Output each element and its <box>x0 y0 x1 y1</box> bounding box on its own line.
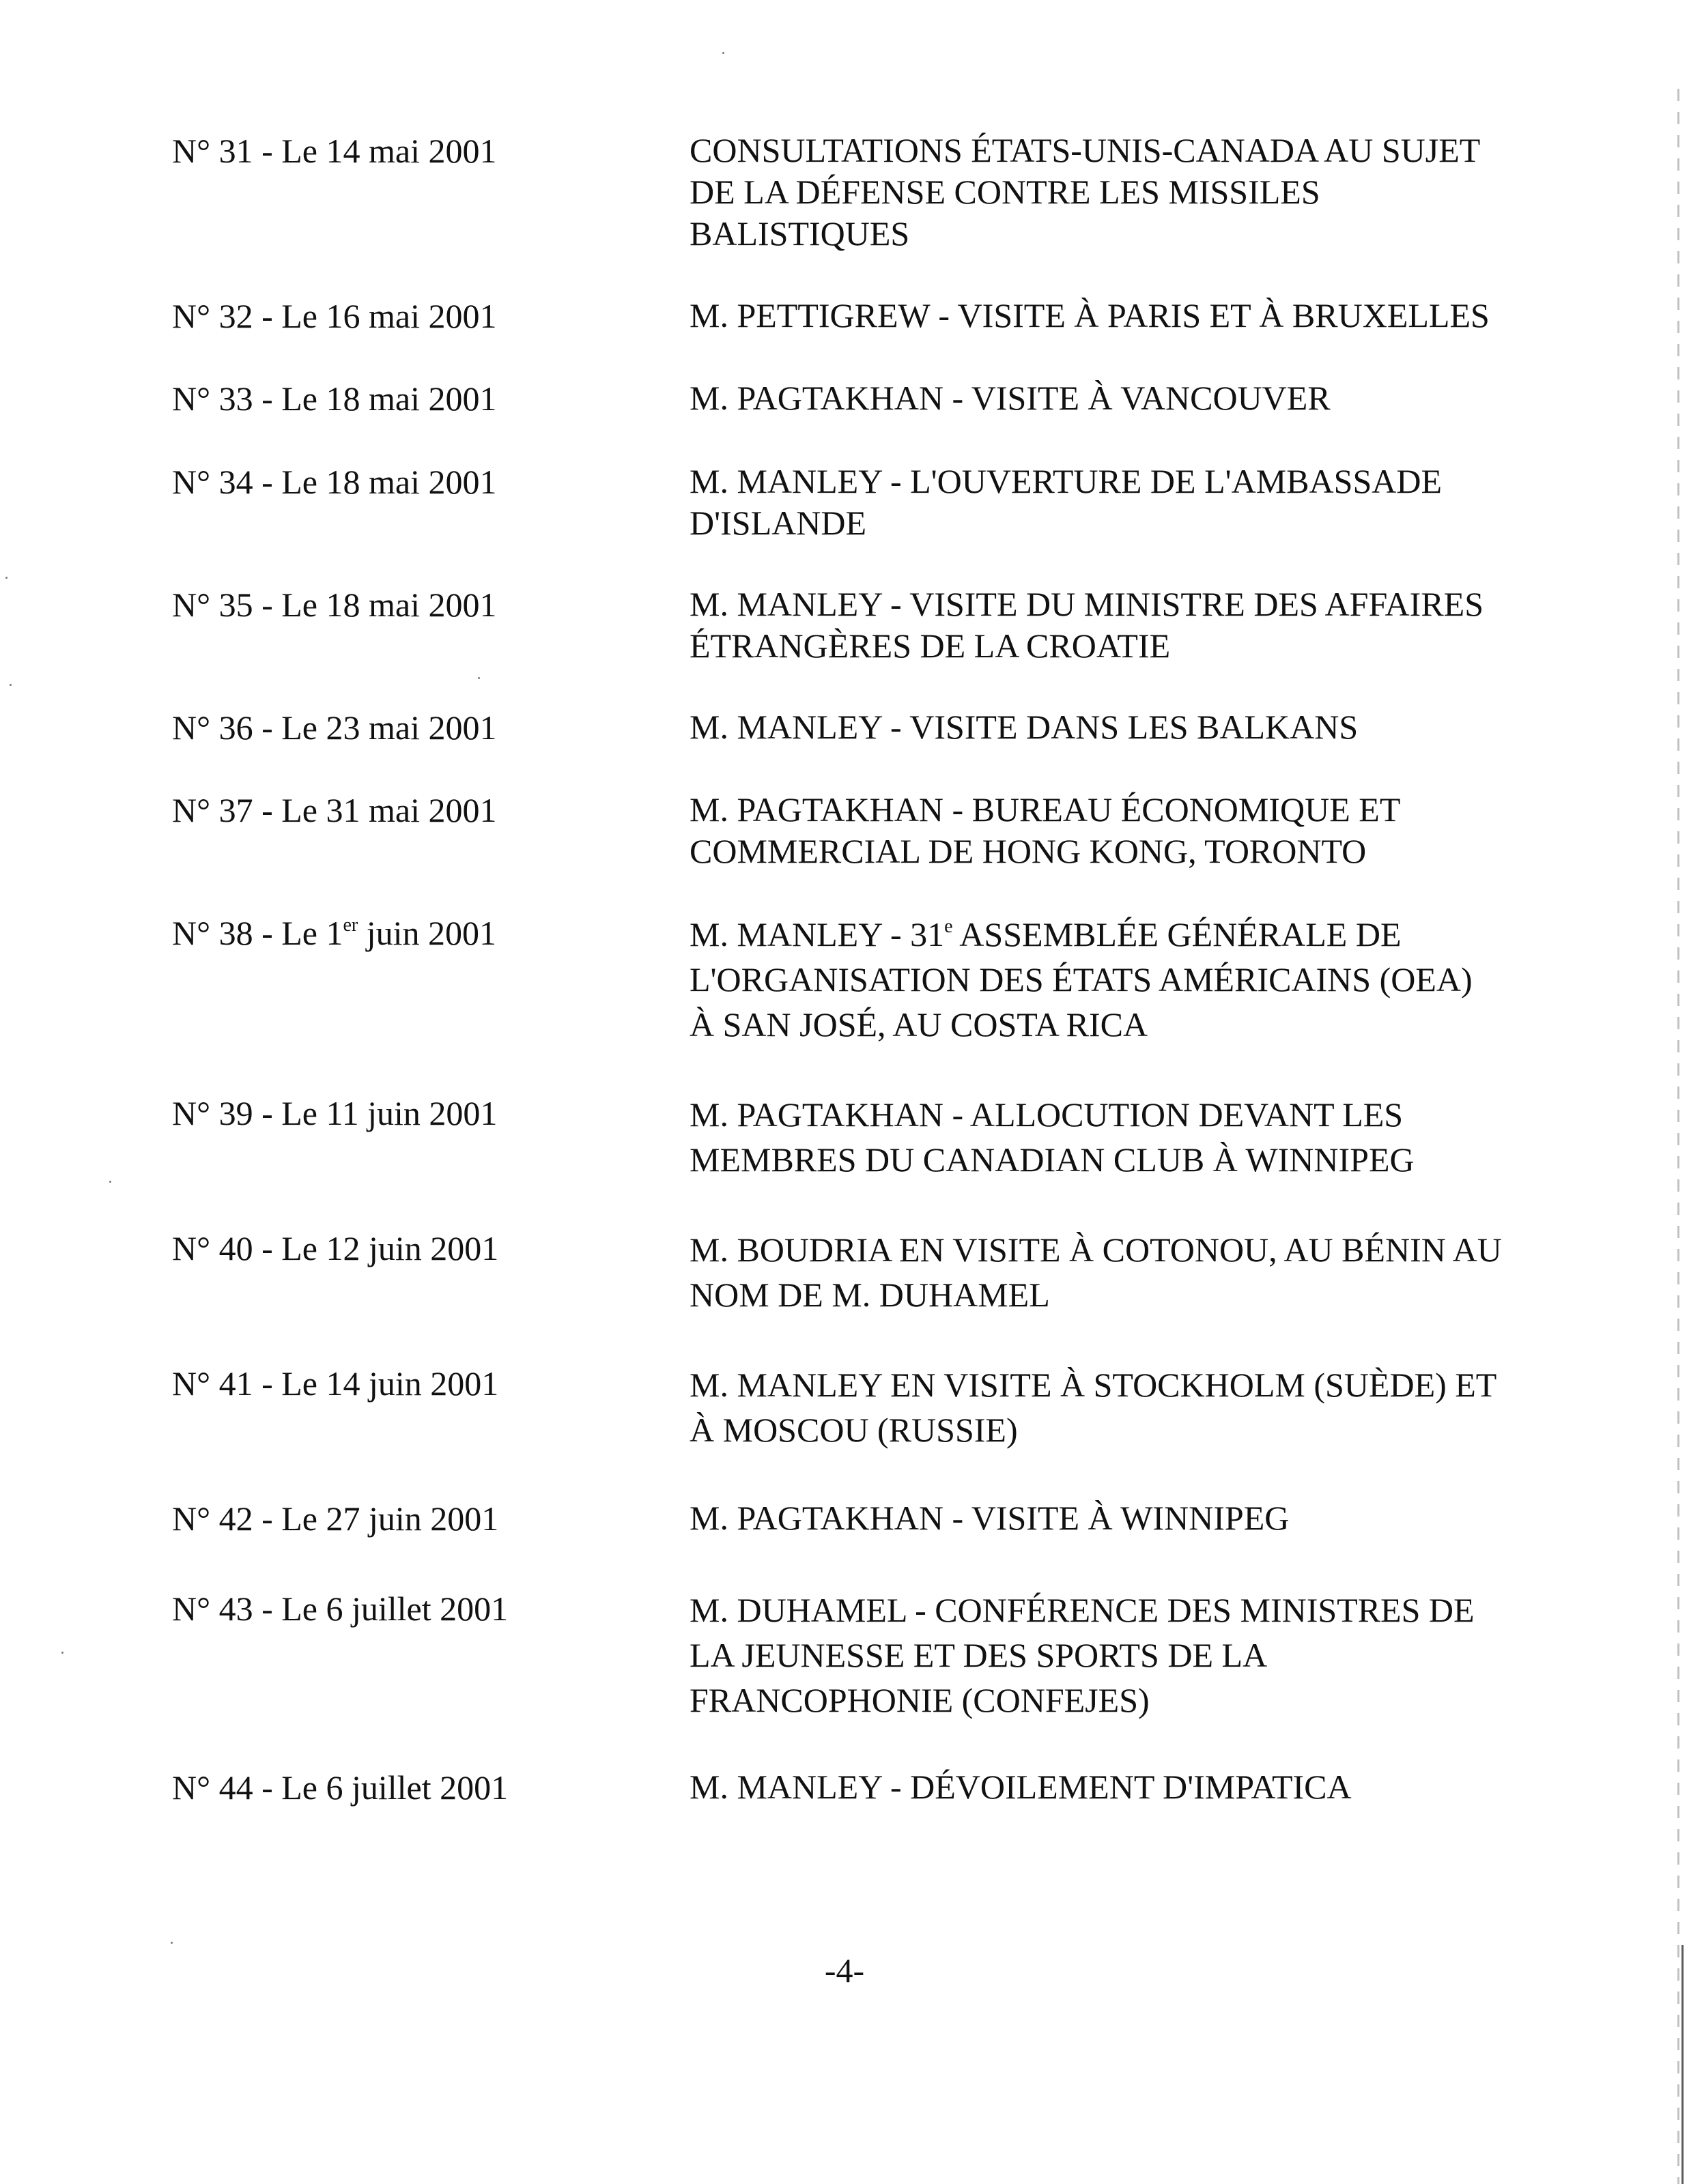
entry-title-line: FRANCOPHONIE (CONFEJES) <box>690 1681 1150 1719</box>
entry-number: N° 33 - Le 18 mai 2001 <box>172 379 497 418</box>
entry-title-line: M. BOUDRIA EN VISITE À COTONOU, AU BÉNIN AU <box>690 1231 1502 1269</box>
entry-title-line: NOM DE M. DUHAMEL <box>690 1276 1050 1314</box>
entry-number: N° 39 - Le 11 juin 2001 <box>172 1094 498 1132</box>
entry-title-line: MEMBRES DU CANADIAN CLUB À WINNIPEG <box>690 1140 1415 1179</box>
entry-number <box>172 912 691 954</box>
entry-title-line: BALISTIQUES <box>690 214 910 253</box>
entry-title-line: ÉTRANGÈRES DE LA CROATIE <box>690 627 1171 665</box>
scan-edge-dark <box>1681 1945 1684 2184</box>
entry-title-line: M. PAGTAKHAN - VISITE À VANCOUVER <box>690 379 1331 417</box>
entry-title <box>690 1227 1529 1317</box>
entry-title-line: M. MANLEY - VISITE DU MINISTRE DES AFFAIRES <box>690 585 1484 623</box>
entry-title-line: M. MANLEY - VISITE DANS LES BALKANS <box>690 708 1359 746</box>
entry-title-suffix: ASSEMBLÉE GÉNÉRALE DE <box>952 915 1402 953</box>
entry-title <box>690 1092 1529 1182</box>
entry-title-line: M. MANLEY - DÉVOILEMENT D'IMPATICA <box>690 1768 1352 1806</box>
entry-number: N° 35 - Le 18 mai 2001 <box>172 586 497 624</box>
entry-title-line: M. PETTIGREW - VISITE À PARIS ET À BRUXELLES <box>690 296 1490 334</box>
ordinal-superscript: e <box>944 916 953 937</box>
entry-title <box>690 461 1529 544</box>
entry-title-line: M. MANLEY EN VISITE À STOCKHOLM (SUÈDE) ET <box>690 1366 1497 1404</box>
entry-number: N° 40 - Le 12 juin 2001 <box>172 1229 499 1267</box>
entry-title-line: L'ORGANISATION DES ÉTATS AMÉRICAINS (OEA) <box>690 960 1473 998</box>
scan-edge-line <box>1677 89 1679 2184</box>
entry-number: N° 31 - Le 14 mai 2001 <box>172 132 497 170</box>
entry-title-line: M. MANLEY - L'OUVERTURE DE L'AMBASSADE <box>690 462 1443 500</box>
entry-title <box>690 377 1529 419</box>
scan-speck <box>61 1652 63 1654</box>
entry-number: N° 44 - Le 6 juillet 2001 <box>172 1768 509 1807</box>
scan-speck <box>5 577 8 579</box>
entry-title <box>690 130 1529 255</box>
entry-title-line: M. PAGTAKHAN - ALLOCUTION DEVANT LES <box>690 1095 1404 1134</box>
entry-number: N° 43 - Le 6 juillet 2001 <box>172 1590 509 1628</box>
entry-title <box>690 706 1529 748</box>
entry-number-prefix: N° 38 - Le 1 <box>172 914 343 952</box>
entry-title-line: LA JEUNESSE ET DES SPORTS DE LA <box>690 1636 1268 1674</box>
scan-speck <box>171 1942 173 1944</box>
entry-title <box>690 584 1529 667</box>
scan-speck <box>478 677 480 679</box>
entry-number: N° 34 - Le 18 mai 2001 <box>172 463 497 501</box>
entry-title <box>690 295 1529 336</box>
entry-title-line: À MOSCOU (RUSSIE) <box>690 1411 1018 1449</box>
entry-title-line: COMMERCIAL DE HONG KONG, TORONTO <box>690 832 1367 870</box>
entry-title-line: M. PAGTAKHAN - VISITE À WINNIPEG <box>690 1499 1290 1537</box>
entry-number-suffix: juin 2001 <box>358 914 497 952</box>
entry-title-line: CONSULTATIONS ÉTATS-UNIS-CANADA AU SUJET <box>690 131 1481 169</box>
ordinal-superscript: er <box>343 915 358 936</box>
entry-number: N° 36 - Le 23 mai 2001 <box>172 708 497 747</box>
entry-title <box>690 1497 1529 1539</box>
entry-title <box>690 912 1529 1047</box>
entry-title-line: DE LA DÉFENSE CONTRE LES MISSILES <box>690 173 1320 211</box>
entry-title-prefix: M. MANLEY - 31 <box>690 915 945 953</box>
entry-title <box>690 1362 1529 1452</box>
entry-title-line <box>690 912 1529 957</box>
page-number: -4- <box>824 1951 865 1989</box>
entry-title <box>690 1587 1529 1723</box>
entry-number: N° 32 - Le 16 mai 2001 <box>172 297 497 335</box>
entry-title-line: M. PAGTAKHAN - BUREAU ÉCONOMIQUE ET <box>690 790 1401 829</box>
entry-title-line: D'ISLANDE <box>690 504 866 542</box>
entry-title <box>690 1766 1529 1808</box>
entry-number: N° 42 - Le 27 juin 2001 <box>172 1499 499 1538</box>
scan-speck <box>109 1181 111 1183</box>
entry-number: N° 41 - Le 14 juin 2001 <box>172 1364 499 1403</box>
entry-title-line: M. DUHAMEL - CONFÉRENCE DES MINISTRES DE <box>690 1591 1475 1629</box>
entry-title <box>690 789 1529 872</box>
scan-speck <box>10 684 12 686</box>
entry-number: N° 37 - Le 31 mai 2001 <box>172 791 497 829</box>
entry-title-line: À SAN JOSÉ, AU COSTA RICA <box>690 1005 1148 1044</box>
scan-speck <box>722 52 724 54</box>
